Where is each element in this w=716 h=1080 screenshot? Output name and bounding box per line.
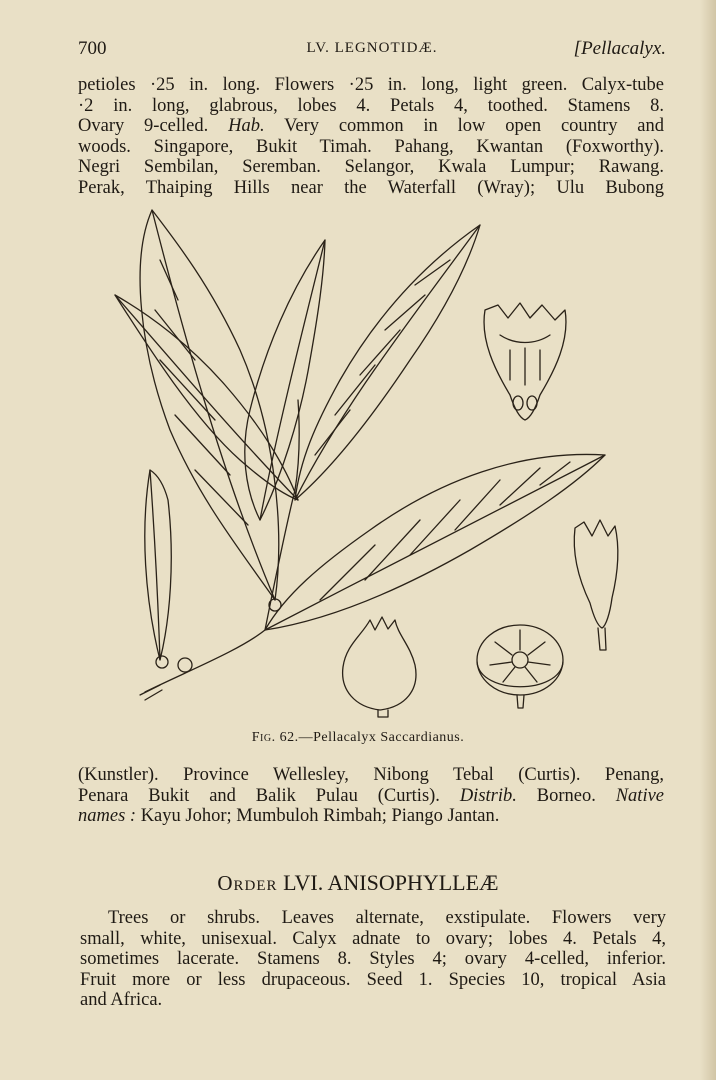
botanical-illustration [100, 200, 660, 720]
names-label: names : [78, 806, 137, 826]
text-line: Fruit more or less drupaceous. Seed 1. Species 10, tropical Asia [80, 969, 666, 990]
hab-label: Hab. [228, 116, 265, 136]
text-line: Negri Sembilan, Seremban. Selangor, Kwala Lumpur; Rawang. [78, 157, 664, 177]
text-line: woods. Singapore, Bukit Timah. Pahang, Kwantan (Foxworthy). [78, 136, 664, 157]
text-line: names : Kayu Johor; Mumbuloh Rimbah; Piango Jantan. [78, 806, 500, 826]
page-number: 700 [78, 38, 107, 59]
running-title: LV. LEGNOTIDÆ. [306, 40, 438, 56]
text-line: petioles ·25 in. long. Flowers ·25 in. long, light green. Calyx-tube [78, 75, 664, 95]
text-line: and Africa. [80, 990, 163, 1010]
order-heading: Order LVI. ANISOPHYLLEÆ [217, 870, 499, 895]
page-header [78, 38, 666, 64]
text-line: small, white, unisexual. Calyx adnate to ovary; lobes 4. Petals 4, [80, 928, 666, 949]
text-line: Penara Bukit and Balik Pulau (Curtis). Distrib. Borneo. Native [78, 785, 665, 806]
native-label: Native [615, 785, 665, 806]
text-line: sometimes lacerate. Stamens 8. Styles 4; ovary 4-celled, inferior. [80, 949, 666, 969]
flower-section [484, 303, 566, 420]
text-line: Trees or shrubs. Leaves alternate, exstipulate. Flowers very [108, 908, 666, 928]
leaf [140, 210, 279, 600]
distrib-label: Distrib. [459, 785, 517, 806]
text-line: (Kunstler). Province Wellesley, Nibong Tebal (Curtis). Penang, [78, 765, 664, 785]
text-line: ·2 in. long, glabrous, lobes 4. Petals 4, toothed. Stamens 8. [78, 95, 664, 116]
figure-caption: Fig. 62.—Pellacalyx Saccardianus. [251, 730, 465, 745]
page-edge-shadow [700, 0, 716, 1080]
leaf [245, 240, 325, 520]
top-paragraph [78, 75, 664, 198]
bottom-paragraph [80, 908, 666, 1011]
fruit [343, 617, 416, 717]
leaf [145, 470, 171, 660]
flower [574, 520, 618, 650]
fruit-section [477, 625, 563, 708]
genus-heading: [Pellacalyx. [573, 38, 666, 59]
text-line: Ovary 9-celled. Hab. Very common in low open country and [78, 116, 665, 136]
middle-paragraph [78, 765, 664, 827]
text-line: Perak, Thaiping Hills near the Waterfall (Wray); Ulu Bubong [78, 177, 664, 198]
